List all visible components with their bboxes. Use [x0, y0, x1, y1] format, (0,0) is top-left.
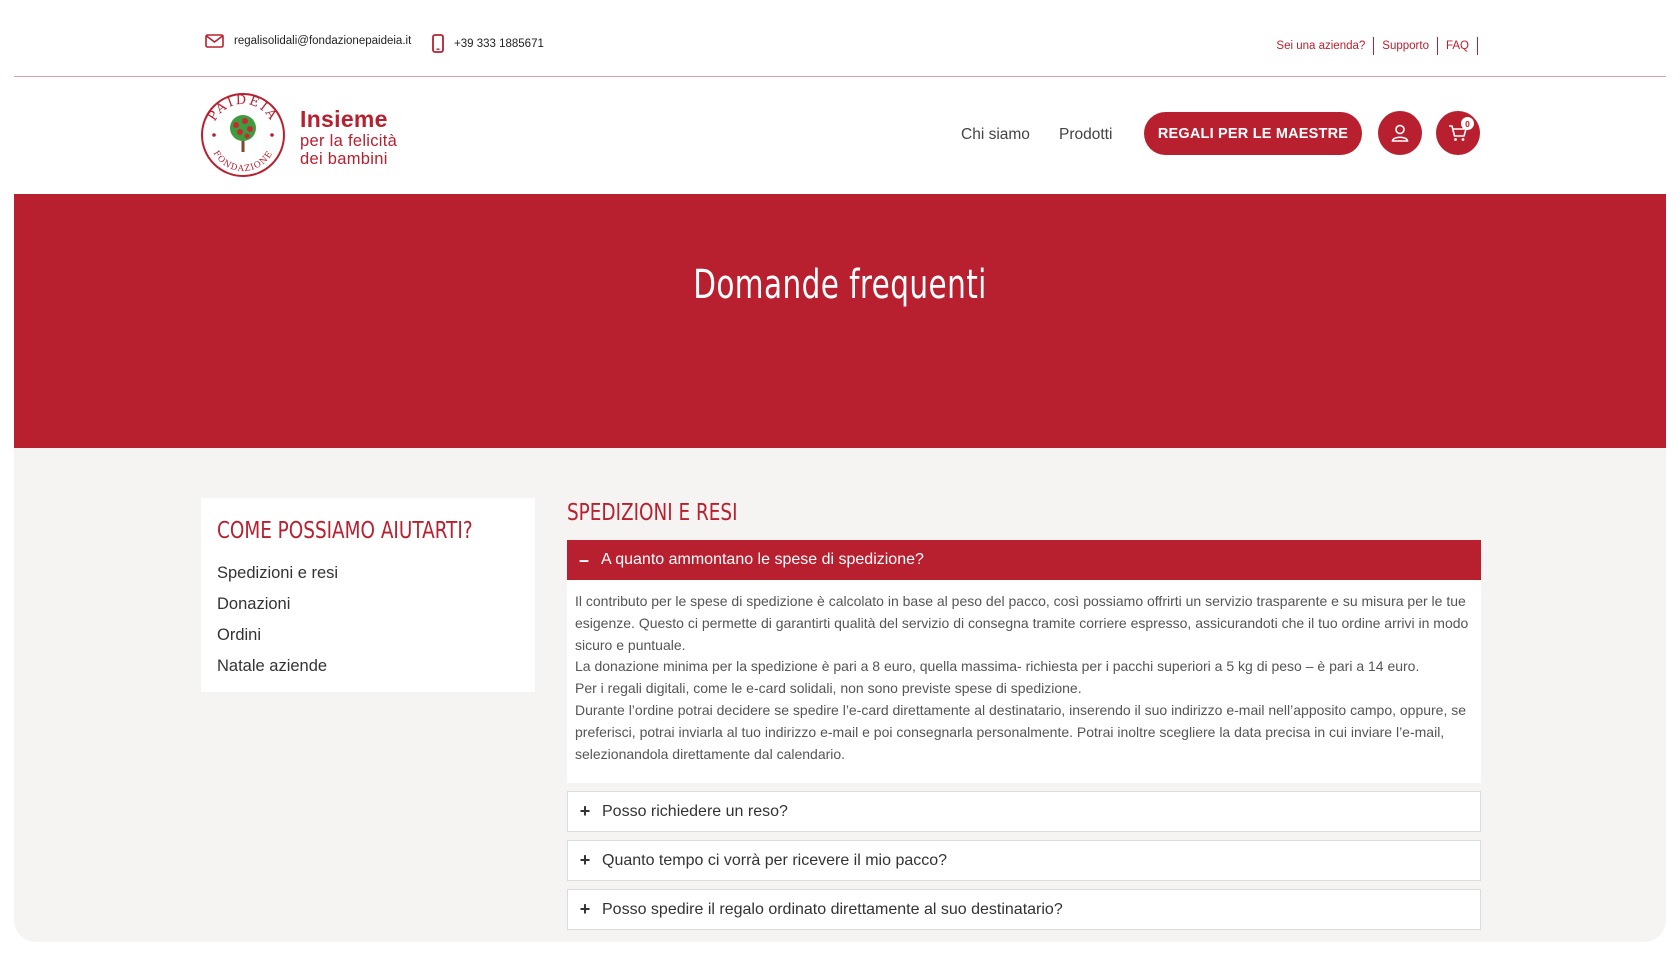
- expand-icon: +: [579, 850, 591, 870]
- top-bar: [14, 0, 1666, 77]
- faq-answer-paragraph: Per i regali digitali, come le e-card solidali, non sono previste spese di spedizione.: [575, 680, 1082, 697]
- faq-answer-paragraph: La donazione minima per la spedizione è pari a 8 euro, quella massima- richiesta per i pacchi superiori a 5 kg di peso – è pari a 14 euro.: [575, 658, 1420, 675]
- sidebar-item-donazioni[interactable]: Donazioni: [217, 595, 291, 613]
- tagline: [300, 106, 397, 168]
- phone-text: +39 333 1885671: [454, 37, 544, 50]
- faq-answer: [567, 580, 1481, 783]
- regali-maestre-button[interactable]: REGALI PER LE MAESTRE: [1144, 112, 1362, 155]
- expand-icon: +: [579, 801, 591, 821]
- logo-text-top: PAIDEIA: [205, 92, 281, 125]
- faq-answer-paragraph: Durante l’ordine potrai decidere se spedire l’e-card direttamente al destinatario, inserendo il suo indirizzo e-mail nell’apposito campo, oppure, se preferisci, potrai inviarla al tuo indirizzo e-mail e poi consegnarla personalmente. Potrai inoltre scegliere la data precisa in cui inviare l’e-mail, selezionandola direttamente dal calendario.: [575, 701, 1467, 762]
- hero-banner: [14, 194, 1666, 448]
- email-contact[interactable]: [205, 34, 411, 48]
- paideia-logo[interactable]: [200, 92, 286, 178]
- sidebar-item-ordini[interactable]: Ordini: [217, 626, 262, 644]
- section-title: SPEDIZIONI E RESI: [567, 500, 738, 526]
- link-supporto[interactable]: Supporto: [1374, 37, 1438, 55]
- nav-prodotti[interactable]: Prodotti: [1059, 126, 1113, 143]
- tagline-line3: dei bambini: [300, 150, 388, 168]
- tagline-line2: per la felicità: [300, 132, 398, 150]
- mail-icon: [205, 34, 224, 48]
- account-button[interactable]: [1378, 111, 1422, 155]
- sidebar-item-spedizioni[interactable]: Spedizioni e resi: [217, 564, 339, 582]
- faq-question-text: Quanto tempo ci vorrà per ricevere il mio pacco?: [602, 851, 948, 869]
- faq-question-reso[interactable]: [567, 791, 1481, 832]
- cart-count-badge: 0: [1461, 117, 1474, 130]
- faq-main: [567, 498, 1481, 930]
- faq-question-open[interactable]: [567, 540, 1481, 580]
- faq-question-text: Posso richiedere un reso?: [602, 802, 788, 820]
- phone-icon: [432, 34, 444, 53]
- user-icon: [1390, 123, 1410, 143]
- sidebar-item-natale-aziende[interactable]: Natale aziende: [217, 657, 328, 675]
- help-sidebar: [201, 498, 535, 692]
- expand-icon: +: [579, 899, 591, 919]
- link-faq[interactable]: FAQ: [1438, 37, 1478, 55]
- collapse-icon: –: [578, 549, 589, 570]
- email-text: regalisolidali@fondazionepaideia.it: [234, 35, 412, 47]
- site-header: [14, 78, 1666, 194]
- nav-chi-siamo[interactable]: Chi siamo: [961, 126, 1030, 143]
- faq-question-tempo[interactable]: [567, 840, 1481, 881]
- faq-question-text: A quanto ammontano le spese di spedizione?: [601, 551, 924, 568]
- top-links: [1276, 37, 1478, 55]
- page-title: Domande frequenti: [693, 262, 987, 308]
- logo-text-bottom: FONDAZIONE: [210, 148, 276, 175]
- sidebar-list: [217, 558, 519, 682]
- page-frame: [14, 0, 1666, 942]
- cart-button[interactable]: [1436, 111, 1480, 155]
- faq-question-text: Posso spedire il regalo ordinato direttamente al suo destinatario?: [602, 900, 1063, 918]
- faq-content: [14, 448, 1666, 942]
- link-azienda[interactable]: Sei una azienda?: [1276, 37, 1374, 55]
- phone-contact[interactable]: [432, 34, 544, 53]
- sidebar-title: COME POSSIAMO AIUTARTI?: [217, 518, 473, 544]
- tagline-line1: Insieme: [300, 106, 388, 132]
- faq-answer-paragraph: Il contributo per le spese di spedizione è calcolato in base al peso del pacco, così possiamo offrirti un servizio trasparente e su misura per le tue esigenze. Questo ci permette di garantirti qualità del servizio di consegna tramite corriere espresso, assicurandoti che il tuo ordine arrivi in modo sicuro e puntuale.: [575, 593, 1469, 653]
- faq-question-spedire[interactable]: [567, 889, 1481, 930]
